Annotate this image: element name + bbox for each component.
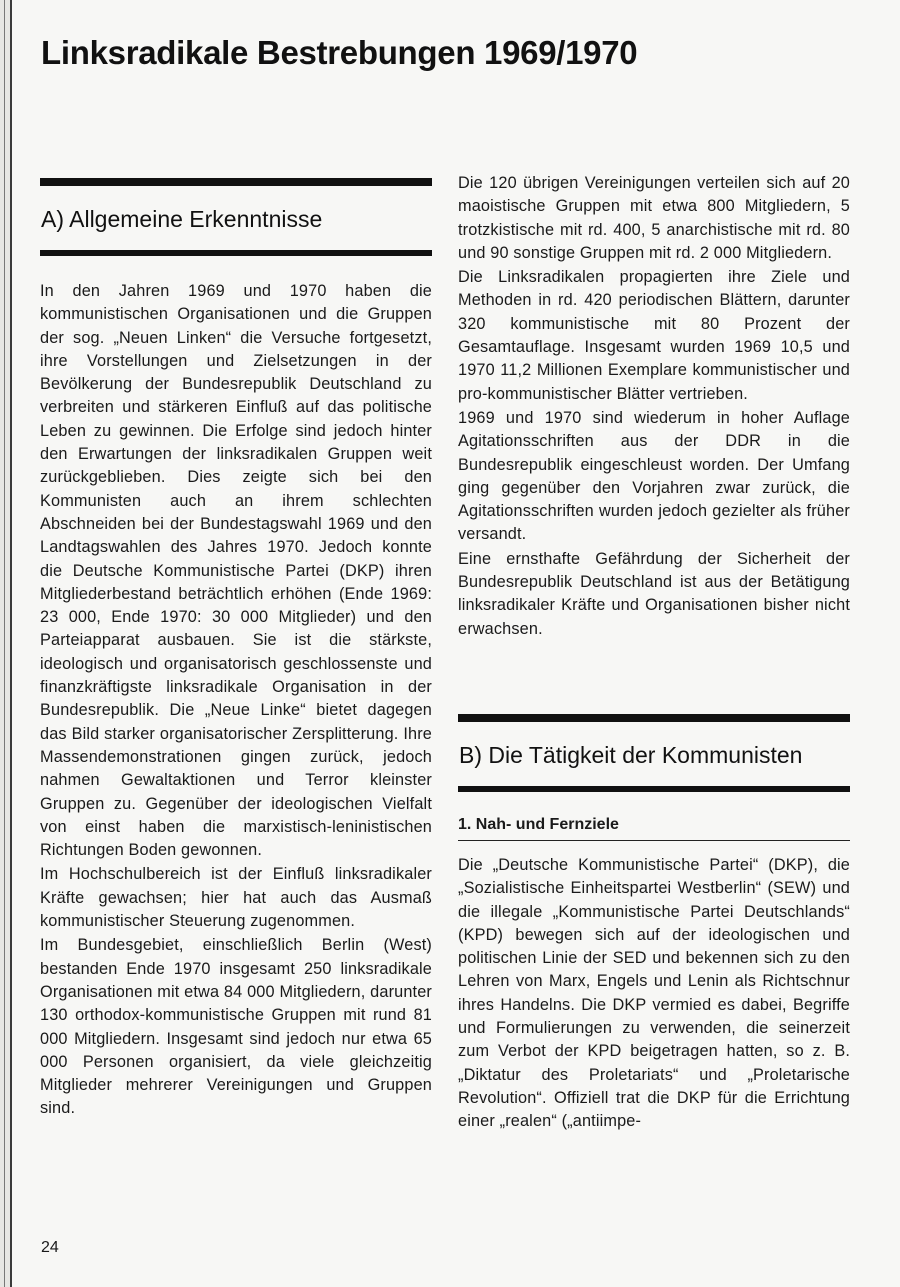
section-gap	[458, 641, 850, 714]
right-column	[458, 172, 850, 1134]
page-title: Linksradikale Bestrebungen 1969/1970	[41, 34, 638, 71]
section-a-paragraph-3: Im Bundesgebiet, einschließlich Berlin (West) bestanden Ende 1970 insgesamt 250 linksradikale Organisationen mit etwa 84 000 Mitgliedern, darunter 130 orthodox-kommunistische Gruppen mit rund 81 000 Mitgliedern. Insgesamt sind jedoch nur etwa 65 000 Personen organisiert, da viele gleichzeitig Mitglieder mehrerer Vereinigungen und Gruppen sind.	[40, 936, 432, 1118]
section-b-heading: B) Die Tätigkeit der Kommunisten	[459, 741, 803, 768]
section-b-bottom-rule	[458, 786, 850, 792]
section-a-continued-paragraph-3: 1969 und 1970 sind wiederum in hoher Auflage Agitationsschriften aus der DDR in die Bundesrepublik eingeschleust worden. Der Umfang ging gegenüber den Vorjahren zwar zurück, die Agitationsschriften wurden jedoch gezielter als früher versandt.	[458, 408, 850, 544]
section-b-subheading: 1. Nah- und Fernziele	[458, 816, 850, 841]
section-a-continued-paragraph-4: Eine ernsthafte Gefährdung der Sicherheit der Bundesrepublik Deutschland ist aus der Betätigung linksradikaler Kräfte und Organisationen bisher nicht erwachsen.	[458, 549, 850, 638]
section-b-paragraph-1: Die „Deutsche Kommunistische Partei“ (DKP), die „Sozialistische Einheitspartei Westberlin“ (SEW) und die illegale „Kommunistische Partei Deutschlands“ (KPD) bewegen sich auf der ideologischen und politischen Linie der SED und bekennen sich zu den Lehren von Marx, Engels und Lenin als Richtschnur ihres Handelns. Die DKP vermied es dabei, Begriffe und Formulierungen zu verwenden, die seinerzeit zum Verbot der KPD beigetragen hatten, so z. B. „Diktatur des Proletariats“ und „Proletarische Revolution“. Offiziell trat die DKP für die Errichtung einer „realen“ („antiimpe-	[458, 855, 850, 1131]
section-a-continued-paragraph-1: Die 120 übrigen Vereinigungen verteilen sich auf 20 maoistische Gruppen mit etwa 800 Mitgliedern, 5 trotzkistische mit rd. 400, 5 anarchistische mit rd. 80 und 90 sonstige Gruppen mit rd. 2 000 Mitgliedern.	[458, 174, 850, 262]
left-column	[40, 178, 432, 1121]
section-a-bottom-rule	[40, 250, 432, 256]
binding-line	[4, 0, 5, 1287]
section-a-top-rule	[40, 178, 432, 186]
page-binding-edge	[0, 0, 12, 1287]
page-number: 24	[41, 1239, 59, 1256]
section-a-continued-paragraph-2: Die Linksradikalen propagierten ihre Ziele und Methoden in rd. 420 periodischen Blättern, darunter 320 kommunistische mit 80 Prozent der Gesamtauflage. Insgesamt wurden 1969 10,5 und 1970 11,2 Millionen Exemplare kommunistischer und pro-kommunistischer Blätter vertrieben.	[458, 268, 850, 403]
section-a-paragraph-1: In den Jahren 1969 und 1970 haben die kommunistischen Organisationen und die Gruppen der sog. „Neuen Linken“ die Versuche fortgesetzt, ihre Vorstellungen und Zielsetzungen in der Bevölkerung der Bundesrepublik Deutschland zu verbreiten und stärkeren Einfluß auf das politische Leben zu gewinnen. Die Erfolge sind jedoch hinter den Erwartungen der linksradikalen Gruppen weit zurückgeblieben. Dies zeigte sich bei den Kommunisten auch an ihrem schlechten Abschneiden bei der Bundestagswahl 1969 und den Landtagswahlen des Jahres 1970. Jedoch konnte die Deutsche Kommunistische Partei (DKP) ihren Mitgliederbestand beträchtlich erhöhen (Ende 1969: 23 000, Ende 1970: 30 000 Mitglieder) und den Parteiapparat ausbauen. Sie ist die stärkste, ideologisch und organisatorisch geschlossenste und finanzkräftigste linksradikale Organisation in der Bundesrepublik. Die „Neue Linke“ bietet dagegen das Bild starker organisatorischer Zersplitterung. Ihre Massendemonstrationen gingen zurück, jedoch nahmen Gewaltaktionen und Terror kleinster Gruppen zu. Gegenüber der ideologischen Vielfalt von einst haben die marxistisch-leninistischen Richtungen Boden gewonnen.	[40, 282, 432, 860]
section-a-heading: A) Allgemeine Erkenntnisse	[41, 206, 323, 232]
section-b-top-rule	[458, 714, 850, 722]
section-a-paragraph-2: Im Hochschulbereich ist der Einfluß linksradikaler Kräfte gewachsen; hier hat auch das Ausmaß kommunistischer Steuerung zugenommen.	[40, 865, 432, 931]
